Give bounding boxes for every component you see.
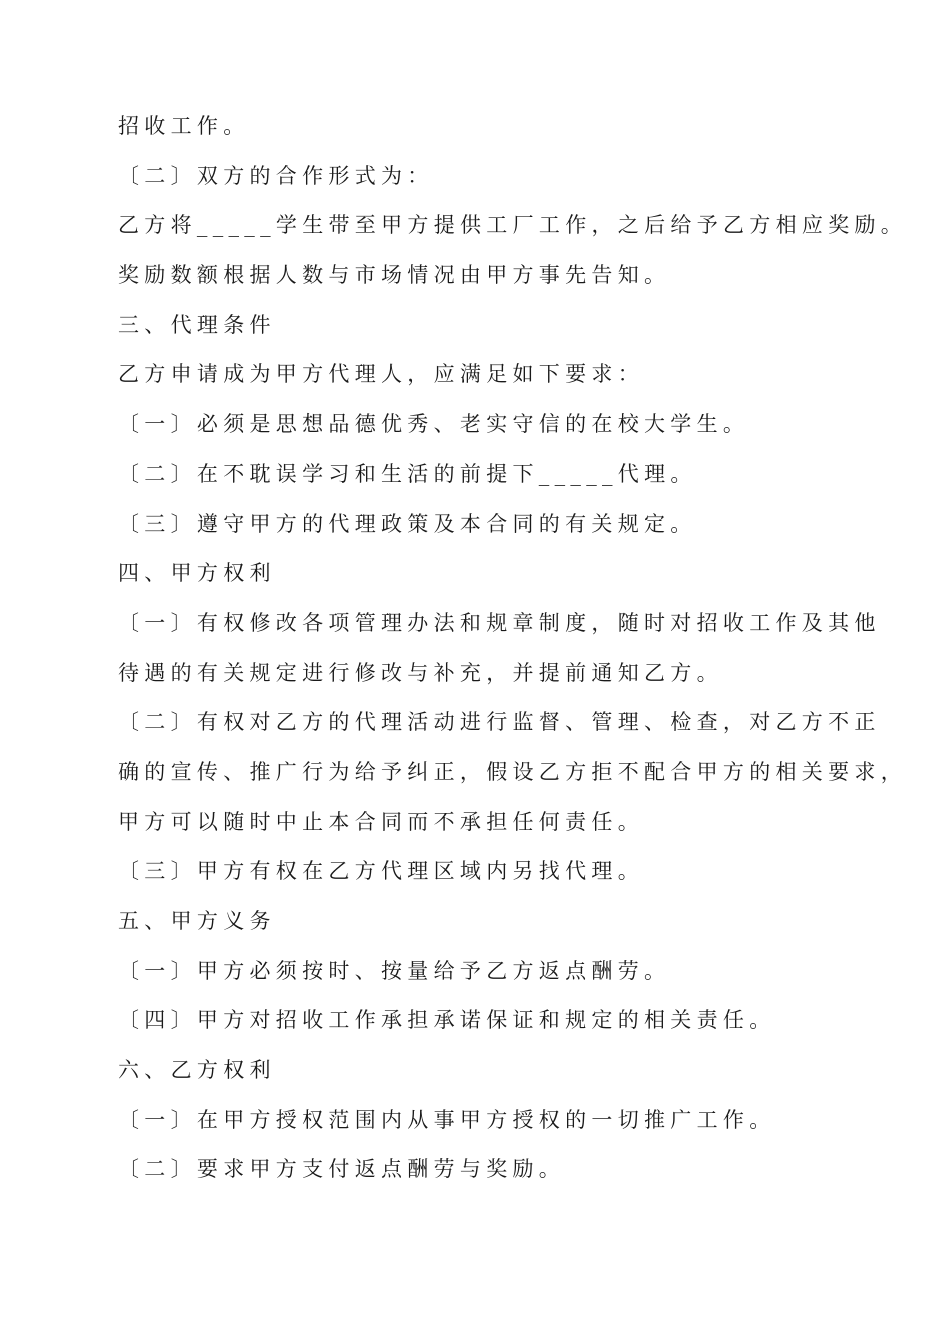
section-item: 〔三〕遵守甲方的代理政策及本合同的有关规定。 — [118, 511, 697, 536]
section-item: 〔二〕在不耽误学习和生活的前提下_____代理。 — [118, 461, 697, 486]
text-line: 乙方申请成为甲方代理人，应满足如下要求： — [118, 362, 644, 387]
section-item: 〔一〕甲方必须按时、按量给予乙方返点酬劳。 — [118, 958, 671, 983]
text-line: 甲方可以随时中止本合同而不承担任何责任。 — [118, 809, 644, 834]
section-item: 〔四〕甲方对招收工作承担承诺保证和规定的相关责任。 — [118, 1008, 776, 1033]
text-line: 奖励数额根据人数与市场情况由甲方事先告知。 — [118, 263, 671, 288]
section-item: 〔一〕有权修改各项管理办法和规章制度，随时对招收工作及其他 — [118, 610, 881, 635]
section-item: 〔三〕甲方有权在乙方代理区域内另找代理。 — [118, 859, 644, 884]
section-heading: 六、乙方权利 — [118, 1058, 276, 1083]
text-line: 招收工作。 — [118, 114, 250, 138]
text-line: 乙方将_____学生带至甲方提供工厂工作，之后给予乙方相应奖励。 — [118, 213, 908, 238]
section-item: 〔二〕要求甲方支付返点酬劳与奖励。 — [118, 1157, 566, 1182]
section-item: 〔一〕必须是思想品德优秀、老实守信的在校大学生。 — [118, 412, 750, 437]
section-item: 〔二〕有权对乙方的代理活动进行监督、管理、检查，对乙方不正 — [118, 710, 881, 735]
text-line: 待遇的有关规定进行修改与补充，并提前通知乙方。 — [118, 660, 723, 685]
document-body — [118, 102, 908, 1195]
section-heading: 四、甲方权利 — [118, 561, 276, 586]
text-line: 确的宣传、推广行为给予纠正，假设乙方拒不配合甲方的相关要求， — [118, 759, 907, 784]
section-item: 〔一〕在甲方授权范围内从事甲方授权的一切推广工作。 — [118, 1107, 776, 1132]
section-heading: 三、代理条件 — [118, 312, 276, 337]
section-heading: 五、甲方义务 — [118, 909, 276, 933]
section-item: 〔二〕双方的合作形式为： — [118, 163, 434, 188]
